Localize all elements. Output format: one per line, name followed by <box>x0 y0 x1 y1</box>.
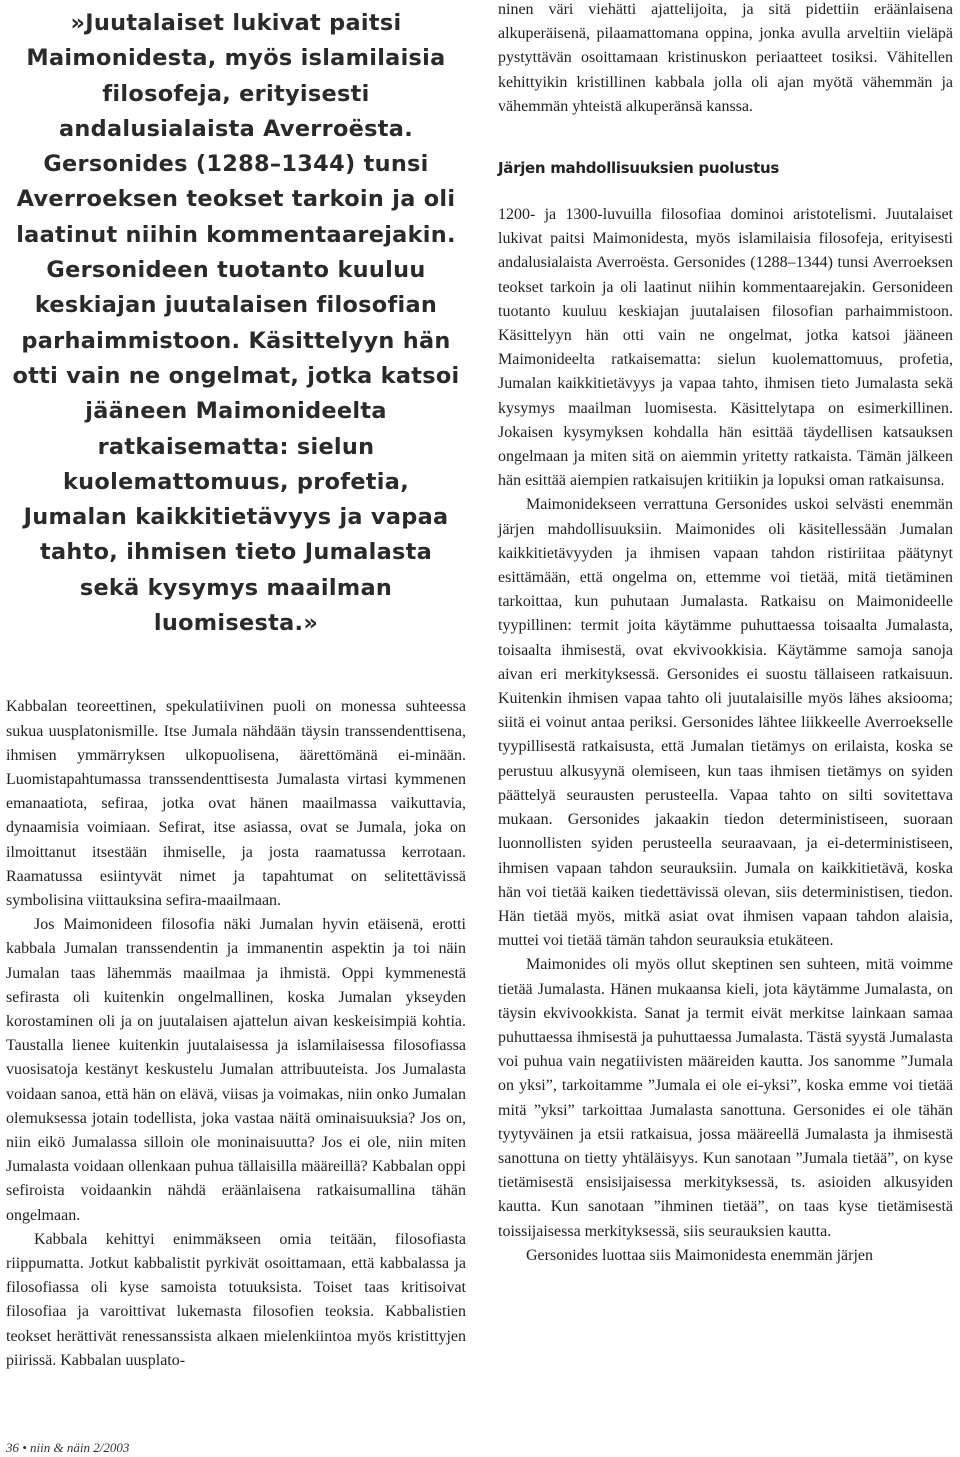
paragraph: Kabbala kehittyi enimmäkseen omia teitään, filosofiasta riippumatta. Jotkut kabbalistit pyrkivät osoittamaan, että kabbalassa ja filosofiassa oli kyse samoista totuuksista. Toiset taas kritisoivat filosofiaa ja varoittivat lukemasta filosofien teoksia. Kabbalistien teokset herättivät renessanssista alkaen mielenkiintoa myös kristittyjen piirissä. Kabbalan uusplato- <box>6 1230 466 1369</box>
pull-quote: »Juutalaiset lukivat paitsi Maimonidesta, myös islamilaisia filosofeja, erityisesti andalusialaista Averroësta. Gersonides (1288–1344) tunsi Averroeksen teokset tarkoin ja oli laatinut niihin kommentaarejakin. Gersonideen tuotanto kuuluu keskiajan juutalaisen filosofian parhaimmistoon. Käsittelyyn hän otti vain ne ongelmat, jotka katsoi jääneen Maimonideelta ratkaisematta: sielun kuolemattomuus, profetia, Jumalan kaikkitietävyys ja vapaa tahto, ihmisen tieto Jumalasta sekä kysymys maailman luomisesta.» <box>12 10 460 637</box>
paragraph: Maimonidekseen verrattuna Gersonides uskoi selvästi enemmän järjen mahdollisuuksiin. Maimonides oli käsitellessään Jumalan kaikkitietävyyden ja ihmisen vapaan tahdon ristiriitaa päätynyt esittämään, että ongelma on, ettemme voi tietää, mitä tietäminen tarkoittaa, kun puhutaan Jumalasta. Ratkaisu on Maimonideelle tyypillinen: termit joita käytämme puhuttaessa toisaalta Jumalasta, toisaalta ihmisestä, ovat ekvivookkisia. Käytämme samoja sanoja aivan eri merkityksessä. Gersonides ei suostu tällaiseen ratkaisuun. Kuitenkin ihmisen vapaa tahto oli juutalaisille myös lähes aksiooma; siitä ei voinut antaa periksi. Gersonides lähtee liikkeelle Averroekselle tyypillisestä ratkaisusta, että Jumalan tietämys on erilaista, koska se perustuu alkusyynä olemiseen, kun taas ihmisen tietämys on syiden päättelyä seurausten perusteella. Vapaa tahto on silti sovitettava mukaan. Gersonides jakaakin tiedon deterministiseen, suoraan luonnollisten syiden perusteella seuraavaan, ja ei-deterministiseen, ihmisen vapaan tahdon seurauksiin. Jumala on kaikkitietävä, koska hän voi tietää kaiken tiedettävissä olevan, siis deterministisen, tiedon. Hän tietää myös, mitkä asiat ovat ihmisen vapaan tahdon alaisia, muttei voi tietää tämän tahdon seurauksia etukäteen. <box>498 496 953 950</box>
section-heading: Järjen mahdollisuuksien puolustus <box>498 159 779 178</box>
page-footer: 36 • niin & näin 2/2003 <box>6 1440 130 1455</box>
paragraph: Gersonides luottaa siis Maimonidesta enemmän järjen <box>526 1246 874 1264</box>
right-column <box>498 0 953 1268</box>
paragraph: Maimonides oli myös ollut skeptinen sen suhteen, mitä voimme tietää Jumalasta. Hänen mukaansa kieli, jota käytämme Jumalasta, on täysin ekvivookkista. Sanat ja termit eivät merkitse lainkaan samaa puhuttaessa ihmisestä ja puhuttaessa Jumalasta. Tästä syystä Jumalasta voi puhua vain negatiivisten määreiden kautta. Jos sanomme ”Jumala on yksi”, tarkoitamme ”Jumala ei ole ei-yksi”, koska emme voi tietää mitä ”yksi” tarkoittaa Jumalasta sanottuna. Gersonides ei ole tähän tyytyväinen ja etsii ratkaisua, jossa määreellä Jumalasta ja ihmisestä sanottuna on tietty yhtäläisyys. Kun sanotaan ”Jumala tietää”, on kyse tietämisestä ensisijaisessa merkityksessä, ts. asioiden alkusyiden kautta. Kun sanotaan ”ihminen tietää”, on taas kyse tietämisestä toissijaisessa merkityksessä, siis seurauksien kautta. <box>498 956 953 1240</box>
paragraph: Jos Maimonideen filosofia näki Jumalan hyvin etäisenä, erotti kabbala Jumalan transsendentin ja immanentin aspektin ja toi näin Jumalan taas lähemmäs maailmaa ja ihmistä. Oppi kymmenestä sefirasta oli kuitenkin ongelmallinen, koska Jumalan ykseyden korostaminen oli ja on juutalaisen ajattelun aivan keskeisimpiä kohtia. Taustalla lienee kuitenkin juutalaisessa ja islamilaisessa filosofiassa vuosisatoja kestänyt keskustelu Jumalan attribuuteista. Jos Jumalasta voidaan sanoa, että hän on elävä, viisas ja voimakas, niin onko Jumalan olemuksessa jotain todellista, joka vastaa näitä ominaisuuksia? Jos on, niin eikö Jumalassa silloin ole moninaisuutta? Jos ei ole, niin miten Jumalasta voidaan ollenkaan puhua tällaisilla määreillä? Kabbalan oppi sefiroista voidaankin nähdä eräänlaisena ratkaisumallina tähän ongelmaan. <box>6 916 466 1224</box>
right-intro-text <box>498 0 953 119</box>
paragraph: 1200- ja 1300-luvuilla filosofiaa dominoi aristotelismi. Juutalaiset lukivat paitsi Maimonidesta, myös islamilaisia filosofeja, erityisesti andalusialaista Averroësta. Gersonides (1288–1344) tunsi Averroeksen teokset tarkoin ja oli laatinut niihin kommentaarejakin. Gersonideen tuotanto kuuluu keskiajan juutalaisen filosofian parhaimmistoon. Käsittelyyn hän otti vain ne ongelmat, jotka katsoi jääneen Maimonideelta ratkaisematta: sielun kuolemattomuus, profetia, Jumalan kaikkitietävyys ja vapaa tahto, ihmisen tieto Jumalasta sekä kysymys maailman luomisesta. Käsittelytapa on esimerkillinen. Jokaisen kysymyksen kohdalla hän esittää täydellisen katsauksen ongelmaan ja miten sitä on aiemmin yritetty ratkaista. Tämän jälkeen hän esittää aiempien ratkaisujen kritiikin ja lopuksi oman ratkaisunsa. <box>498 206 953 490</box>
paragraph: Kabbalan teoreettinen, spekulatiivinen puoli on monessa suhteessa sukua uusplatonismille. Itse Jumala nähdään täysin transsendenttisena, ihmisen ymmärryksen ulkopuolisena, äärettömänä ei-minään. Luomistapahtumassa transsendenttisesta Jumalasta virtasi kymmenen emanaatiota, sefiraa, jotka ovat hänen maailmassa vaikuttavia, dynaamisia voimiaan. Sefirat, itse asiassa, ovat se Jumala, joka on ilmoittanut itsestään ihmiselle, ja josta raamatussa kerrotaan. Raamatussa esiintyvät nimet ja tapahtumat on selitettävissä symbolisina viittauksina sefira-maailmaan. <box>6 698 466 909</box>
right-body-text <box>498 203 953 1268</box>
left-column <box>6 0 466 1373</box>
left-body-text <box>6 695 466 1373</box>
paragraph: ninen väri viehätti ajattelijoita, ja sitä pidettiin eräänlaisena alkuperäisenä, pilaamattomana oppina, jonka avulla arveltiin vieläpä pystyttävän osoittamaan kristinuskon periaatteet tosiksi. Vähitellen kehittyikin kristillinen kabbala jolla oli ajan myötä vähemmän ja vähemmän yhteistä alkuperänsä kanssa. <box>498 1 953 115</box>
